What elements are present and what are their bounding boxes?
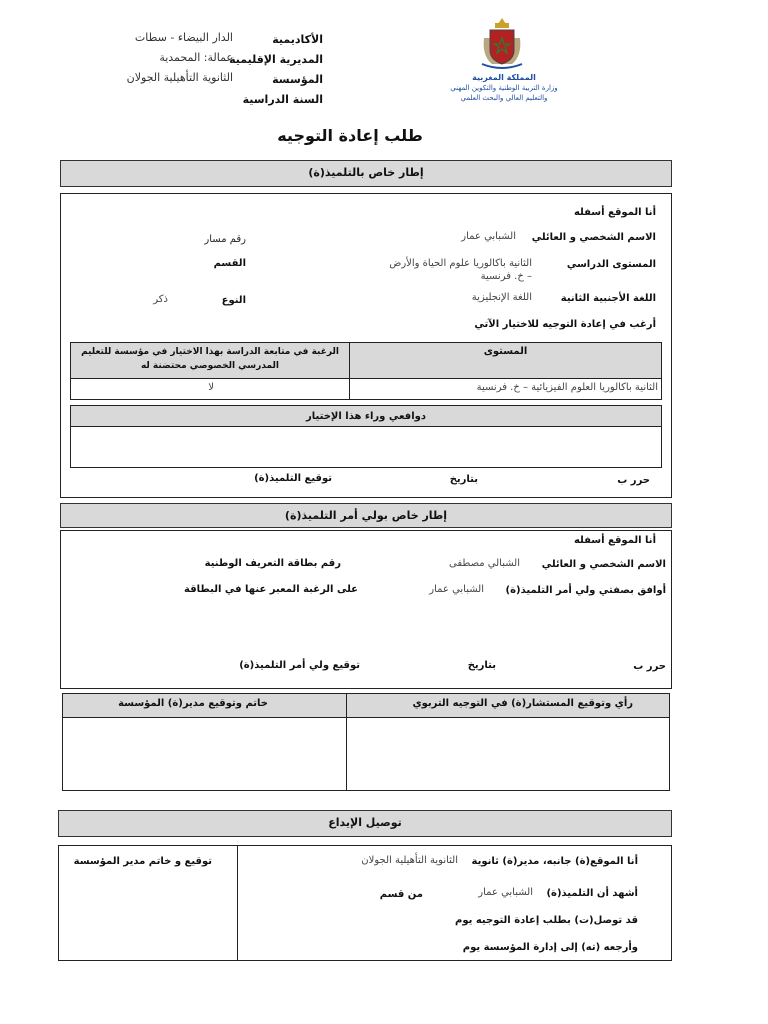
- moroccan-emblem-icon: [478, 16, 526, 70]
- receipt-line2-label: أشهد أن التلميذ(ة): [546, 888, 638, 899]
- receipt-line4: وأرجعه (ته) إلى إدارة المؤسسة يوم: [462, 942, 638, 953]
- receipt-line2-tail: من قسم: [379, 889, 423, 900]
- ministry-line2: والتعليم العالي والبحث العلمي: [460, 94, 548, 102]
- guardian-agree-value: الشبابي عمار: [429, 584, 484, 595]
- guardian-name-label: الاسم الشخصي و العائلي: [541, 559, 666, 570]
- level-label: المستوى الدراسي: [566, 259, 656, 270]
- student-date-label: بتاريخ: [449, 474, 478, 485]
- guardian-agree-tail: على الرغبة المعبر عنها في البطاقة: [184, 584, 358, 595]
- receipt-director-sign: توقيع و خاتم مدير المؤسسة: [73, 856, 212, 867]
- table-header-private: الرغبة في متابعة الدراسة بهذا الاختيار في مؤسسة للتعليم المدرسي الخصوصي محتضنة له: [71, 343, 349, 378]
- table-cell-level: الثانية باكالوريا العلوم الفيزيائية – خ. فرنسية: [476, 382, 658, 393]
- receipt-line3: قد توصل(ت) بطلب إعادة التوجيه يوم: [455, 915, 638, 926]
- directorate-label: المديرية الإقليمية: [229, 53, 323, 66]
- motives-title: دوافعي وراء هذا الإختيار: [71, 406, 661, 427]
- student-section-bar: إطار خاص بالتلميذ(ة): [60, 160, 672, 187]
- receipt-section-bar: توصيل الإيداع: [58, 810, 672, 837]
- massar-label: رقم مسار: [204, 234, 246, 245]
- institution-value: الثانوية التأهيلية الجولان: [126, 71, 233, 84]
- guardian-name-value: الشبالي مصطفى: [449, 558, 520, 569]
- gender-value: ذكر: [153, 294, 168, 305]
- level-value: الثانية باكالوريا علوم الحياة والأرض – خ. فرنسية: [389, 258, 532, 282]
- receipt-divider: [237, 846, 238, 960]
- counselor-title: رأي وتوقيع المستشار(ة) في التوجيه التربوي: [412, 698, 633, 709]
- table-header-level: المستوى: [350, 343, 661, 378]
- ministry-line1: وزارة التربية الوطنية والتكوين المهني: [450, 84, 558, 92]
- school-year-label: السنة الدراسية: [242, 93, 323, 106]
- guardian-written-at: حرر ب: [633, 661, 666, 672]
- table-cell-private: لا: [208, 382, 214, 393]
- institution-label: المؤسسة: [272, 73, 323, 86]
- receipt-line1-value: الثانوية التأهيلية الجولان: [361, 855, 458, 866]
- class-label: القسم: [213, 258, 246, 269]
- page-title: طلب إعادة التوجيه: [277, 126, 423, 145]
- receipt-line1-label: أنا الموقع(ة) جانبه، مدير(ة) ثانوية: [471, 856, 638, 867]
- student-name-value: الشبابي عمار: [461, 231, 516, 242]
- guardian-agree-label: أوافق بصفتي ولي أمر التلميذ(ة): [505, 585, 666, 596]
- guardian-signature-label: توقيع ولي أمر التلميذ(ة): [239, 660, 360, 671]
- guardian-section-bar: إطار خاص بولي أمر التلميذ(ة): [60, 503, 672, 528]
- receipt-line2-value: الشبابي عمار: [478, 887, 533, 898]
- academy-value: الدار البيضاء - سطات: [134, 31, 233, 44]
- student-signer: أنا الموقع أسفله: [573, 207, 656, 218]
- table-divider: [349, 343, 350, 399]
- academy-label: الأكاديمية: [272, 33, 323, 46]
- guardian-date-label: بتاريخ: [467, 660, 496, 671]
- guardian-id-label: رقم بطاقة التعريف الوطنية: [204, 558, 341, 569]
- table-row-line: [71, 378, 661, 379]
- language-label: اللغة الأجنبية الثانية: [560, 293, 656, 304]
- directorate-value: عمالة: المحمدية: [159, 51, 233, 64]
- student-written-at: حرر ب: [617, 475, 650, 486]
- language-value: اللغة الإنجليزية: [471, 292, 532, 303]
- student-name-label: الاسم الشخصي و العائلي: [531, 232, 656, 243]
- student-signature-label: توقيع التلميذ(ة): [254, 473, 332, 484]
- wish-text: أرغب في إعادة التوجيه للاختيار الآتي: [474, 319, 656, 330]
- gender-label: النوع: [221, 295, 246, 306]
- kingdom-text: المملكة المغربية: [472, 73, 536, 82]
- director-title: خاتم وتوقيع مدير(ة) المؤسسة: [118, 698, 268, 709]
- guardian-signer: أنا الموقع أسفله: [573, 535, 656, 546]
- guardian-section-frame: [60, 530, 672, 689]
- opinion-divider: [346, 694, 347, 790]
